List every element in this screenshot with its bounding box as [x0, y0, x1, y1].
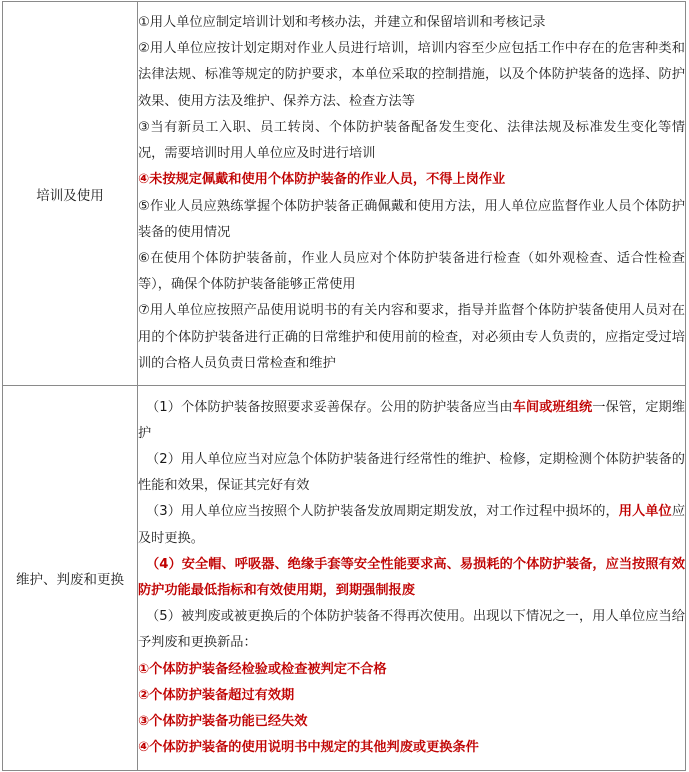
section-content-maintenance	[138, 386, 686, 771]
maintenance-item-3-part-c: 应及时更换。	[138, 504, 685, 546]
maintenance-item-1-part-c: 一保管，定期维护	[138, 399, 686, 441]
maintenance-item-3-part-a: （3）用人单位应当按照个人防护装备发放周期定期发放，对工作过程中损坏的，	[146, 504, 619, 520]
table-row-training	[3, 2, 686, 386]
maintenance-item-3-highlight: 用人单位	[618, 504, 672, 520]
scrap-condition-3: ③个体防护装备功能已经失效	[138, 714, 308, 730]
training-item-7: ⑦用人单位应按照产品使用说明书的有关内容和要求，指导并监督个体防护装备使用人员对在用的个体防护装备进行正确的日常维护和使用前的检查，对必须由专人负责的，应指定受过培训的合格人员负责日常检查和维护	[138, 303, 685, 371]
training-item-4-highlight: ④未按规定佩戴和使用个体防护装备的作业人员，不得上岗作业	[138, 172, 506, 188]
ppe-requirements-table	[2, 1, 686, 771]
maintenance-item-1-part-a: （1）个体防护装备按照要求妥善保存。公用的防护装备应当由	[146, 399, 513, 415]
section-label-training: 培训及使用	[3, 2, 138, 386]
training-item-3: ③当有新员工入职、员工转岗、个体防护装备配备发生变化、法律法规及标准发生变化等情况，需要培训时用人单位应及时进行培训	[138, 119, 685, 162]
training-item-1: ①用人单位应制定培训计划和考核办法，并建立和保留培训和考核记录	[138, 15, 546, 31]
section-content-training	[138, 2, 686, 386]
training-item-2: ②用人单位应按计划定期对作业人员进行培训，培训内容至少应包括工作中存在的危害种类和法律法规、标准等规定的防护要求，本单位采取的控制措施，以及个体防护装备的选择、防护效果、使用方法及维护、保养方法、检查方法等	[138, 41, 685, 109]
maintenance-item-1-highlight: 车间或班组统	[512, 399, 593, 415]
scrap-condition-1: ①个体防护装备经检验或检查被判定不合格	[138, 661, 387, 677]
maintenance-item-1	[138, 395, 685, 447]
table-row-maintenance	[3, 386, 686, 771]
scrap-condition-4: ④个体防护装备的使用说明书中规定的其他判废或更换条件	[138, 740, 479, 756]
maintenance-item-5: （5）被判废或被更换后的个体防护装备不得再次使用。出现以下情况之一，用人单位应当给予判废和更换新品：	[138, 609, 685, 651]
training-item-6: ⑥在使用个体防护装备前，作业人员应对个体防护装备进行检查（如外观检查、适合性检查等），确保个体防护装备能够正常使用	[138, 250, 685, 293]
section-label-maintenance: 维护、判废和更换	[3, 386, 138, 771]
scrap-condition-2: ②个体防护装备超过有效期	[138, 687, 295, 703]
maintenance-item-2: （2）用人单位应当对应急个体防护装备进行经常性的维护、检修，定期检测个体防护装备的性能和效果，保证其完好有效	[138, 451, 685, 494]
training-item-5: ⑤作业人员应熟练掌握个体防护装备正确佩戴和使用方法，用人单位应监督作业人员个体防护装备的使用情况	[138, 198, 685, 240]
maintenance-item-4-highlight: （4）安全帽、呼吸器、绝缘手套等安全性能要求高、易损耗的个体防护装备，应当按照有效防护功能最低指标和有效使用期，到期强制报废	[138, 556, 685, 598]
maintenance-item-3	[138, 499, 685, 551]
